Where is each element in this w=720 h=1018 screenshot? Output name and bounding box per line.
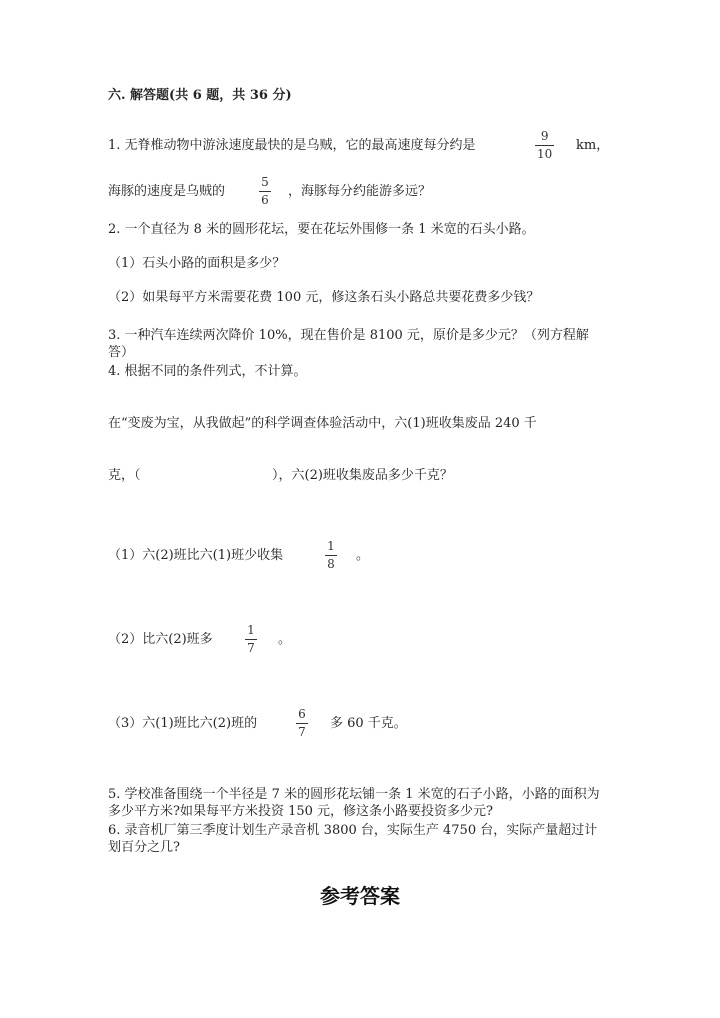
q1-line2: 海豚的速度是乌贼的 <box>108 184 226 199</box>
q2-sub2: （2）如果每平方米需要花费 100 元，修这条石头小路总共要花费多少钱？ <box>108 290 540 305</box>
q1-frac1-denominator: 10 <box>537 147 553 161</box>
q4-sub3-denominator: 7 <box>298 725 306 739</box>
q1-frac2-denominator: 6 <box>261 193 269 207</box>
q4-sub2-fraction <box>245 624 257 655</box>
q1-unit: km， <box>576 138 610 153</box>
q1-fraction-ratio <box>259 176 271 207</box>
q5-text: 5. 学校准备围绕一个半径是 7 米的圆形花坛铺一条 1 米宽的石子小路，小路的面积为多少平方米?如果每平方米投资 150 元，修这条小路要投资多少元? <box>108 787 600 819</box>
q4-sub2-denominator: 7 <box>247 641 255 655</box>
q1-frac1-numerator: 9 <box>540 129 549 143</box>
q4-text: 4. 根据不同的条件列式，不计算。 <box>108 364 307 379</box>
q4-context-line2-end: ），六(2)班收集废品多少千克？ <box>272 468 453 483</box>
fraction-bar <box>325 555 337 556</box>
q4-sub1-tail: 。 <box>356 548 370 563</box>
q4-context-line1: 在“变废为宝，从我做起”的科学调查体验活动中，六(1)班收集废品 240 千 <box>108 416 537 431</box>
q4-sub3-numerator: 6 <box>298 707 306 721</box>
q4-sub3-fraction <box>296 708 308 739</box>
q1-line1: 1. 无脊椎动物中游泳速度最快的是乌贼，它的最高速度每分约是 <box>108 138 476 153</box>
q1-frac2-numerator: 5 <box>261 175 269 189</box>
q2-text: 2. 一个直径为 8 米的圆形花坛，要在花坛外围修一条 1 米宽的石头小路。 <box>108 222 535 237</box>
q4-sub1-denominator: 8 <box>327 557 335 571</box>
q4-sub3-tail: 多 60 千克。 <box>330 716 407 731</box>
q4-sub1-fraction <box>325 540 337 571</box>
fraction-bar <box>296 723 308 724</box>
q4-sub1-numerator: 1 <box>327 539 335 553</box>
q2-sub1: （1）石头小路的面积是多少？ <box>108 256 286 271</box>
q4-sub2-numerator: 1 <box>247 623 255 637</box>
q4-context-line2-start: 克，（ <box>108 468 141 483</box>
q4-sub2-tail: 。 <box>278 632 292 647</box>
answer-title: 参考答案 <box>320 884 400 908</box>
section-title: 六. 解答题(共 6 题，共 36 分) <box>108 88 292 103</box>
q4-sub3: （3）六(1)班比六(2)班的 <box>108 716 258 731</box>
fraction-bar <box>535 145 554 146</box>
fraction-bar <box>245 639 257 640</box>
q1-line2-tail: ，海豚每分约能游多远？ <box>288 184 432 199</box>
q1-fraction-speed <box>535 130 554 161</box>
q4-sub2: （2）比六(2)班多 <box>108 632 213 647</box>
q3-text: 3. 一种汽车连续两次降价 10%，现在售价是 8100 元，原价是多少元？（列方程解答） <box>108 328 589 360</box>
q6-text: 6. 录音机厂第三季度计划生产录音机 3800 台，实际生产 4750 台，实际产量超过计划百分之几? <box>108 823 598 855</box>
q4-sub1: （1）六(2)班比六(1)班少收集 <box>108 548 284 563</box>
fraction-bar <box>259 191 271 192</box>
